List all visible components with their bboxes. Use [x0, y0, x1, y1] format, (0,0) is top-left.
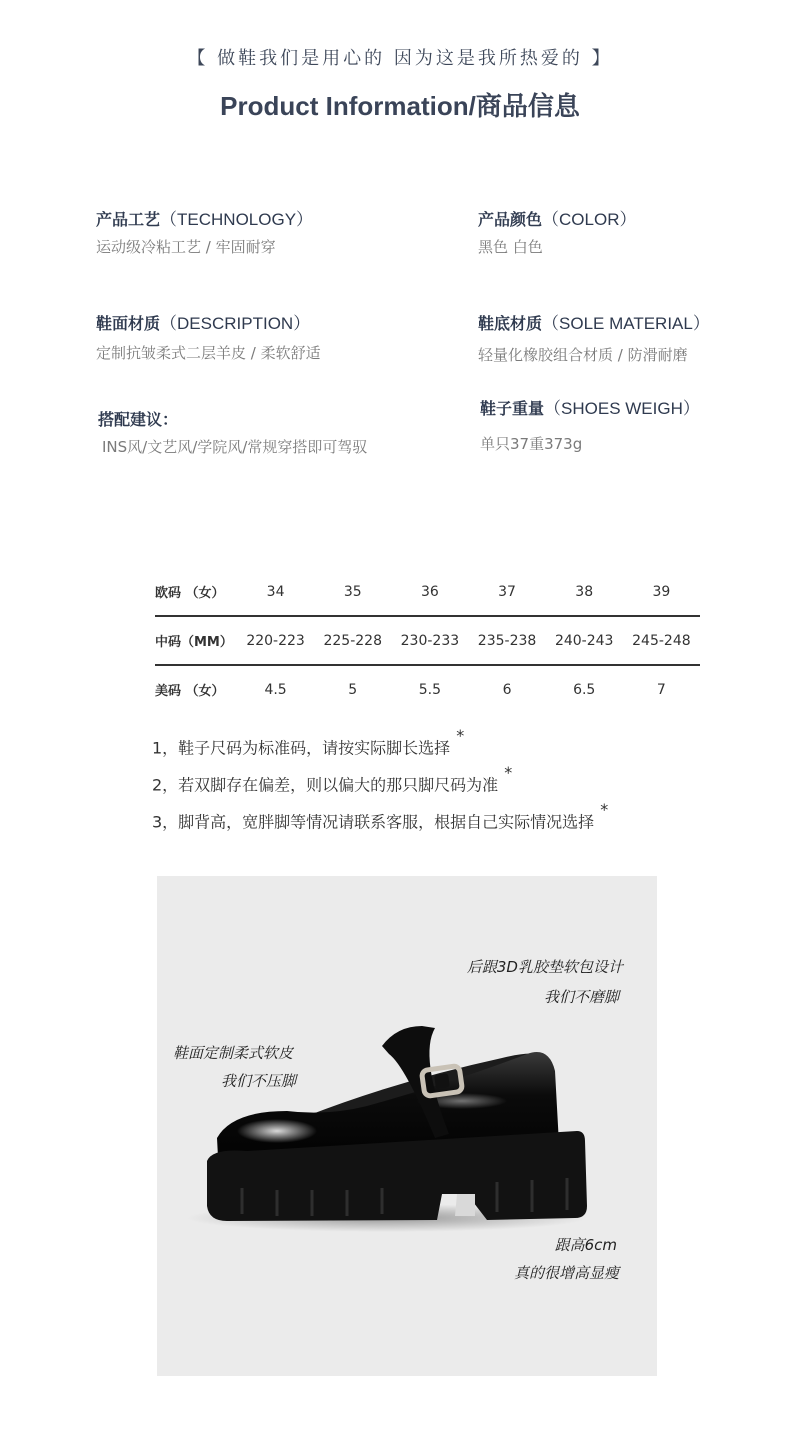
info-technology-label: 产品工艺 [96, 210, 161, 229]
info-sole-value: 轻量化橡胶组合材质 / 防滑耐磨 [478, 346, 688, 364]
size-cell: 7 [656, 681, 666, 698]
product-photo [157, 876, 657, 1376]
note-2 [152, 763, 513, 795]
mary-jane-shoe-image [157, 876, 657, 1376]
info-description-label-en: （DESCRIPTION） [160, 314, 311, 333]
info-weight-label-en: （SHOES WEIGH） [544, 399, 700, 418]
size-cell: 4.5 [264, 681, 287, 698]
info-color [478, 205, 636, 257]
info-technology-value: 运动级冷粘工艺 / 牢固耐穿 [96, 238, 276, 256]
size-cell: 235-238 [468, 616, 545, 665]
size-cell: 35 [343, 583, 362, 600]
info-weight-value: 单只37重373g [480, 435, 583, 453]
size-row-cn [155, 616, 700, 665]
note-text: 2，若双脚存在偏差，则以偏大的那只脚尺码为准 [152, 775, 499, 795]
info-technology-label-en: （TECHNOLOGY） [160, 210, 314, 229]
size-row-head: 美码 （女） [155, 684, 225, 699]
info-color-label-en: （COLOR） [542, 210, 637, 229]
heel-gap [455, 1194, 475, 1216]
slogan: 【 做鞋我们是用心的 因为这是我所热爱的 】 [187, 48, 613, 69]
info-color-label: 产品颜色 [478, 210, 543, 229]
note-text: 3，脚背高，宽胖脚等情况请联系客服，根据自己实际情况选择 [152, 812, 595, 832]
note-text: 1，鞋子尺码为标准码，请按实际脚长选择 [152, 738, 451, 758]
page-title: Product Information/商品信息 [220, 91, 580, 121]
caption-no-press: 我们不压脚 [221, 1072, 297, 1090]
info-description-label: 鞋面材质 [96, 314, 161, 333]
size-cell: 225-228 [314, 616, 391, 665]
caption-soft-leather: 鞋面定制柔式软皮 [173, 1044, 294, 1062]
size-cell: 38 [575, 583, 594, 600]
info-matching-value: INS风/文艺风/学院风/常规穿搭即可驾驭 [102, 438, 368, 456]
size-cell: 6.5 [573, 681, 596, 698]
size-cell: 230-233 [391, 616, 468, 665]
toe-highlight [237, 1119, 317, 1143]
info-sole-label-en: （SOLE MATERIAL） [542, 314, 710, 333]
buckle-center [434, 1073, 450, 1089]
note-asterisk: * [456, 726, 465, 745]
info-sole [478, 309, 710, 365]
info-description [96, 309, 321, 363]
size-table [155, 568, 700, 713]
info-weight-label: 鞋子重量 [480, 399, 545, 418]
size-row-head: 欧码 （女） [155, 586, 225, 601]
info-matching [98, 407, 367, 457]
note-1 [152, 726, 465, 758]
caption-taller-slimmer: 真的很增高显瘦 [513, 1264, 619, 1282]
size-cell: 245-248 [623, 616, 700, 665]
size-cell: 37 [498, 583, 516, 600]
note-asterisk: * [504, 763, 513, 782]
caption-no-rub: 我们不磨脚 [543, 988, 619, 1006]
caption-heel-height: 跟高6cm [554, 1236, 617, 1254]
size-cell: 220-223 [237, 616, 314, 665]
size-cell: 6 [502, 681, 512, 698]
size-cell: 39 [652, 583, 671, 600]
size-row-us [155, 665, 700, 713]
info-sole-label: 鞋底材质 [478, 314, 543, 333]
size-row-eu [155, 568, 700, 616]
size-cell: 34 [266, 583, 285, 600]
size-row-head: 中码（MM） [155, 616, 237, 665]
info-weight [480, 394, 700, 454]
caption-heel-cushion: 后跟3D乳胶垫软包设计 [466, 958, 623, 976]
info-technology [96, 205, 313, 257]
info-matching-label: 搭配建议： [98, 410, 179, 429]
size-cell: 240-243 [546, 616, 623, 665]
size-cell: 5 [348, 681, 358, 698]
size-cell: 36 [420, 583, 439, 600]
size-cell: 5.5 [418, 681, 442, 698]
info-description-value: 定制抗皱柔式二层羊皮 / 柔软舒适 [96, 344, 321, 362]
note-3 [152, 800, 609, 832]
note-asterisk: * [600, 800, 609, 819]
info-color-value: 黑色 白色 [478, 238, 543, 256]
